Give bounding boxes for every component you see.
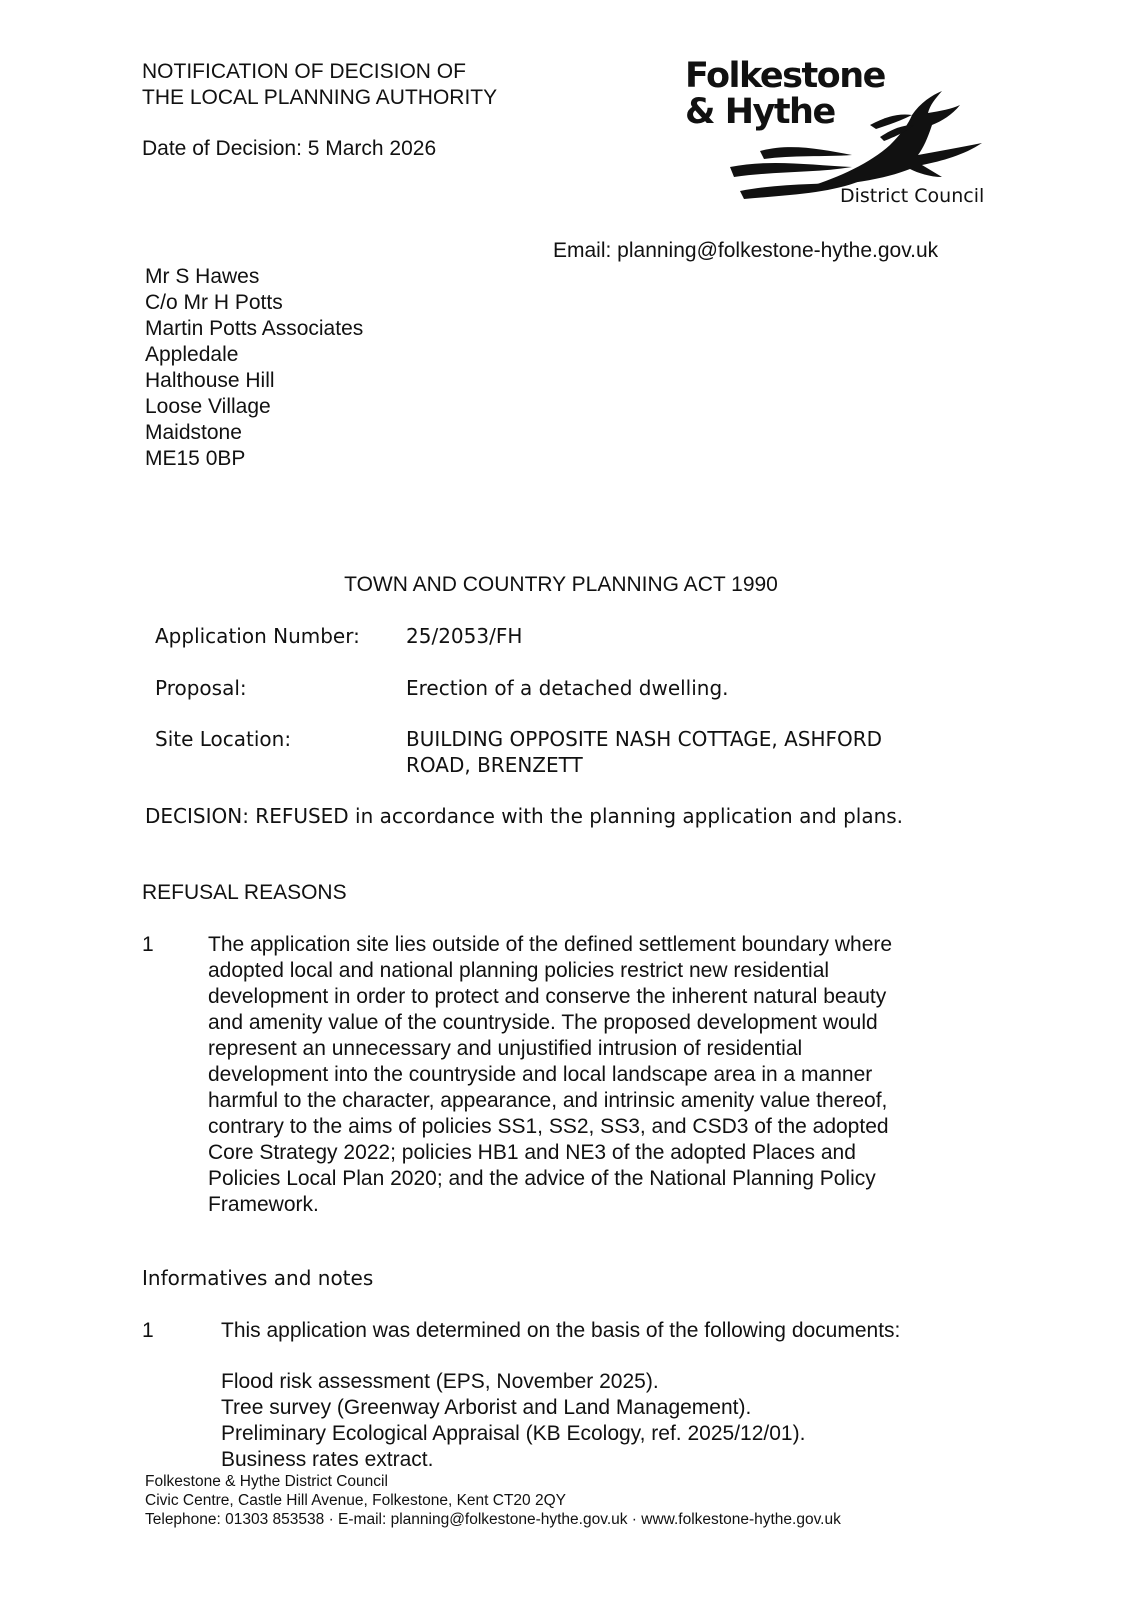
address-line: Maidstone: [145, 421, 242, 444]
refusal-line: Core Strategy 2022; policies HB1 and NE3 of the adopted Places and: [208, 1141, 856, 1164]
address-line: Loose Village: [145, 395, 271, 418]
logo-name-line2: & Hythe: [685, 92, 835, 132]
application-number-value: 25/2053/FH: [406, 624, 523, 648]
page-footer: [145, 1472, 841, 1529]
site-location-value-line2: ROAD, BRENZETT: [406, 753, 583, 777]
document-item: Business rates extract.: [221, 1448, 434, 1471]
proposal-label: Proposal:: [155, 676, 247, 700]
refusal-line: Framework.: [208, 1193, 319, 1216]
address-line: Halthouse Hill: [145, 369, 275, 392]
recipient-address: [145, 264, 363, 472]
refusal-line: development into the countryside and local landscape area in a manner: [208, 1063, 873, 1086]
footer-council-name: Folkestone & Hythe District Council: [145, 1473, 388, 1490]
address-line: Appledale: [145, 343, 239, 366]
address-line: ME15 0BP: [145, 447, 246, 470]
act-title: TOWN AND COUNTRY PLANNING ACT 1990: [344, 573, 778, 596]
contact-email: Email: planning@folkestone-hythe.gov.uk: [553, 239, 939, 262]
refusal-reasons-heading: REFUSAL REASONS: [142, 881, 347, 904]
document-item: Preliminary Ecological Appraisal (KB Ecology, ref. 2025/12/01).: [221, 1422, 806, 1445]
council-logo: [680, 55, 990, 215]
footer-address: Civic Centre, Castle Hill Avenue, Folkestone, Kent CT20 2QY: [145, 1492, 566, 1509]
logo-name-line1: Folkestone: [685, 56, 885, 96]
refusal-line: contrary to the aims of policies SS1, SS2, SS3, and CSD3 of the adopted: [208, 1115, 889, 1138]
refusal-reason-number: 1: [142, 933, 154, 956]
address-line: C/o Mr H Potts: [145, 291, 283, 314]
footer-contact: Telephone: 01303 853538 · E-mail: planning@folkestone-hythe.gov.uk · www.folkestone-hythe.gov.uk: [145, 1511, 841, 1528]
refusal-reason-text: [208, 932, 892, 1218]
refusal-line: The application site lies outside of the defined settlement boundary where: [208, 933, 893, 956]
informative-documents: [221, 1369, 805, 1473]
refusal-line: and amenity value of the countryside. The proposed development would: [208, 1011, 878, 1034]
document-item: Flood risk assessment (EPS, November 2025).: [221, 1370, 659, 1393]
refusal-line: adopted local and national planning policies restrict new residential: [208, 959, 830, 982]
decision-date: Date of Decision: 5 March 2026: [142, 137, 437, 160]
address-line: Mr S Hawes: [145, 265, 260, 288]
site-location-value-line1: BUILDING OPPOSITE NASH COTTAGE, ASHFORD: [406, 727, 883, 751]
address-line: Martin Potts Associates: [145, 317, 364, 340]
informative-intro: This application was determined on the basis of the following documents:: [221, 1319, 901, 1342]
informatives-heading: Informatives and notes: [142, 1266, 374, 1290]
decision-statement: DECISION: REFUSED in accordance with the planning application and plans.: [145, 804, 904, 828]
logo-subtitle: District Council: [840, 185, 985, 207]
informative-number: 1: [142, 1319, 154, 1342]
refusal-line: represent an unnecessary and unjustified intrusion of residential: [208, 1037, 803, 1060]
refusal-line: development in order to protect and conserve the inherent natural beauty: [208, 985, 887, 1008]
proposal-value: Erection of a detached dwelling.: [406, 676, 729, 700]
notice-title-line1: NOTIFICATION OF DECISION OF: [142, 60, 466, 83]
document-item: Tree survey (Greenway Arborist and Land Management).: [221, 1396, 752, 1419]
site-location-label: Site Location:: [155, 727, 292, 751]
refusal-line: Policies Local Plan 2020; and the advice of the National Planning Policy: [208, 1167, 876, 1190]
notice-title-line2: THE LOCAL PLANNING AUTHORITY: [142, 86, 498, 109]
application-number-label: Application Number:: [155, 624, 360, 648]
refusal-line: harmful to the character, appearance, and intrinsic amenity value thereof,: [208, 1089, 888, 1112]
